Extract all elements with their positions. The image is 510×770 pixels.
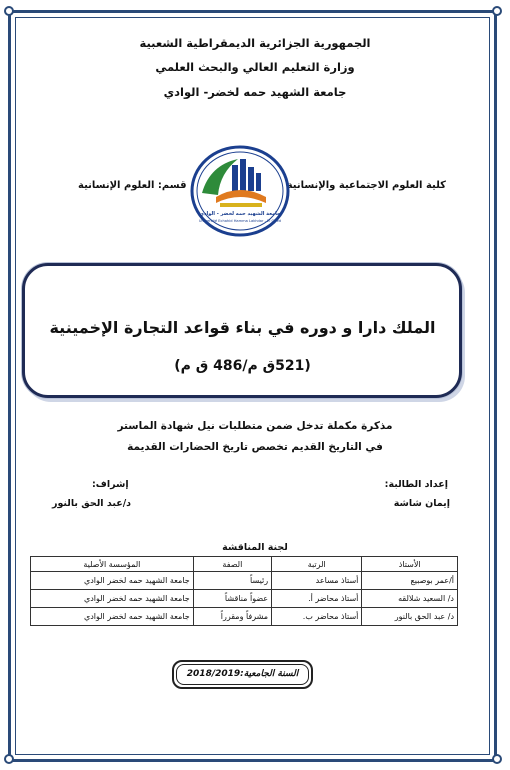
logo-book-shape <box>216 190 266 203</box>
logo-text-ar: جامعة الشهيد حمه لخضر - الوادي <box>199 211 281 217</box>
column-header-rank: الرتبة <box>272 557 362 572</box>
ministry-name: وزارة التعليم العالي والبحث العلمي <box>155 60 355 74</box>
column-header-role: الصفة <box>193 557 271 572</box>
table-cell: جامعة الشهيد حمه لخضر الوادي <box>31 608 194 626</box>
table-cell: أ/عمر بوصبيع <box>362 572 458 590</box>
table-cell: أستاذ محاضر أ. <box>272 590 362 608</box>
logo-text-fr: Université Echahid Hamma Lakhdar - El Oued <box>198 219 282 223</box>
table-cell: مشرفاً ومقرراً <box>193 608 271 626</box>
table-cell: أستاذ محاضر ب. <box>272 608 362 626</box>
university-name: جامعة الشهيد حمه لخضر- الوادي <box>163 85 347 99</box>
supervisor-label: إشراف: <box>92 479 129 490</box>
academic-year: السنة الجامعية:2018/2019 <box>176 664 309 685</box>
supervisor-name: د/عبد الحق بالنور <box>52 498 132 509</box>
table-row <box>31 572 458 590</box>
thesis-period: (521ق م/486 ق م) <box>174 358 311 374</box>
corner-ornament-bottom-left <box>4 754 14 764</box>
table-cell: جامعة الشهيد حمه لخضر الوادي <box>31 572 194 590</box>
corner-ornament-top-left <box>4 6 14 16</box>
table-cell: جامعة الشهيد حمه لخضر الوادي <box>31 590 194 608</box>
memo-specialization: في التاريخ القديم تخصص تاريخ الحضارات القديمة <box>127 441 383 453</box>
table-cell: رئيساً <box>193 572 271 590</box>
table-row <box>31 608 458 626</box>
column-header-institution: المؤسسة الأصلية <box>31 557 194 572</box>
committee-table <box>30 556 458 626</box>
thesis-title: الملك دارا و دوره في بناء قواعد التجارة الإخمينية <box>49 318 436 337</box>
table-cell: أستاذ مساعد <box>272 572 362 590</box>
corner-ornament-top-right <box>492 6 502 16</box>
column-header-professor: الأستاذ <box>362 557 458 572</box>
university-logo <box>190 145 290 237</box>
department-name: قسم: العلوم الإنسانية <box>78 180 187 191</box>
table-header-row <box>31 557 458 572</box>
table-cell: د/ عبد الحق بالنور <box>362 608 458 626</box>
republic-name: الجمهورية الجزائرية الديمقراطية الشعبية <box>139 36 371 50</box>
committee-title: لجنة المناقشة <box>222 542 288 553</box>
memo-description: مذكرة مكملة تدخل ضمن متطلبات نيل شهادة الماستر <box>117 420 393 432</box>
table-cell: د/ السعيد شلالقه <box>362 590 458 608</box>
table-cell: عضواً مناقشاً <box>193 590 271 608</box>
corner-ornament-bottom-right <box>492 754 502 764</box>
prepared-by-label: إعداد الطالبة: <box>384 479 448 490</box>
student-name: إيمان شاشة <box>393 498 450 509</box>
college-name: كلية العلوم الاجتماعية والإنسانية <box>286 180 446 191</box>
table-row <box>31 590 458 608</box>
